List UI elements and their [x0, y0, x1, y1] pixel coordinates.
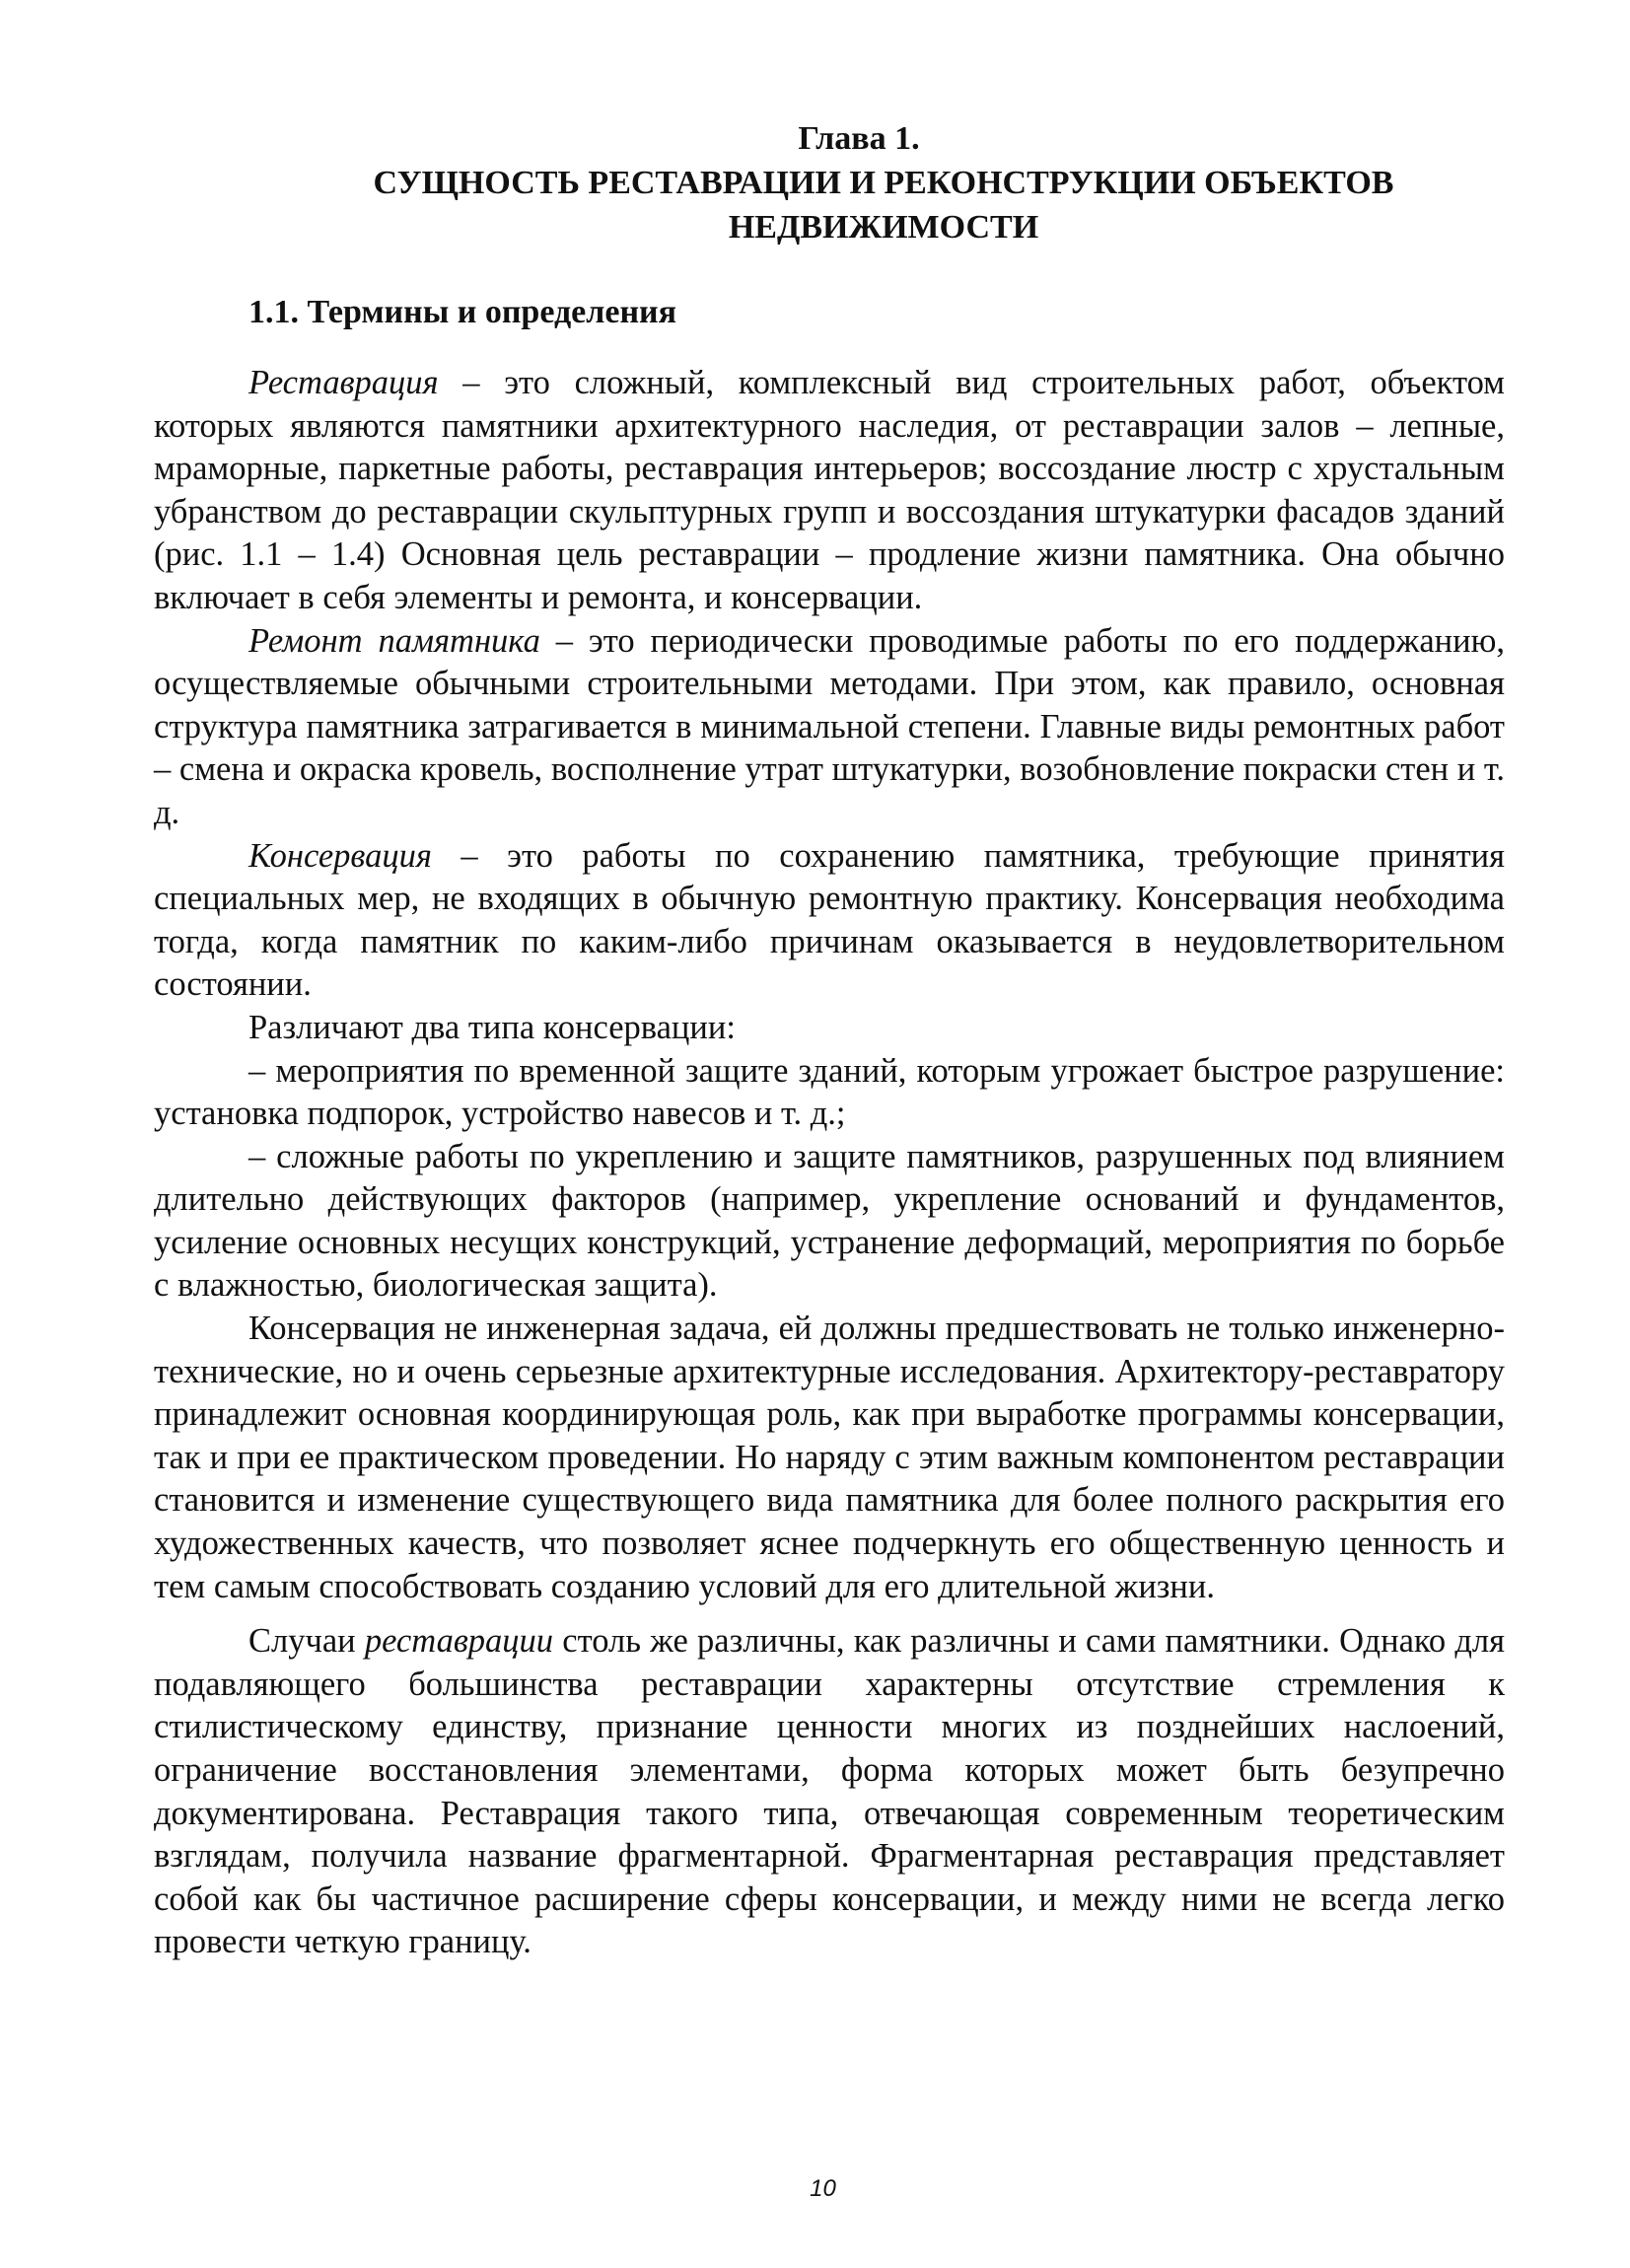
paragraph-text: столь же различны, как различны и сами памятники. Однако для подавляющего большинства реставрации характерны отсутствие стремления к стилистическому единству, признание ценности многих из позднейших наслоений, ограничение восстановления элементами, форма которых может быть безупречно документирована. Реставрация такого типа, отвечающая современным теоретическим взглядам, получила название фрагментарной. Фрагментарная реставрация представляет собой как бы частичное расширение сферы консервации, и между ними не всегда легко провести четкую границу.: [154, 1622, 1505, 1961]
term-repair: Ремонт памятника: [248, 621, 540, 660]
paragraph-text: – это работы по сохранению памятника, требующие принятия специальных мер, не входящих в обычную ремонтную практику. Консервация необходима тогда, когда памятник по каким-либо причинам оказывается в неудовлетворительном состоянии.: [154, 836, 1505, 1004]
body-text: [154, 362, 1505, 1964]
paragraph-restoration: [154, 362, 1505, 620]
term-restoration-cases: реставрации: [364, 1622, 554, 1661]
document-page: [154, 116, 1505, 1964]
paragraph-lead: Случаи: [248, 1622, 365, 1661]
paragraph-conservation: [154, 835, 1505, 1007]
paragraph-text: – это периодически проводимые работы по его поддержанию, осуществляемые обычными строительными методами. При этом, как правило, основная структура памятника затрагивается в минимальной степени. Главные виды ремонтных работ – смена и окраска кровель, восполнение утрат штукатурки, возобновление покраски стен и т. д.: [154, 621, 1505, 831]
list-item-complex-works: – сложные работы по укреплению и защите памятников, разрушенных под влиянием длительно действующих факторов (например, укрепление оснований и фундаментов, усиление основных несущих конструкций, устранение деформаций, мероприятия по борьбе с влажностью, биологическая защита).: [154, 1137, 1505, 1305]
chapter-heading: [154, 116, 1505, 249]
paragraph-text: – это сложный, комплексный вид строительных работ, объектом которых являются памятники архитектурного наследия, от реставрации залов – лепные, мраморные, паркетные работы, реставрация интерьеров; воссоздание люстр с хрустальным убранством до реставрации скульптурных групп и воссоздания штукатурки фасадов зданий (рис. 1.1 – 1.4) Основная цель реставрации – продление жизни памятника. Она обычно включает в себя элементы и ремонта, и консервации.: [154, 364, 1505, 616]
section-title: 1.1. Термины и определения: [248, 294, 677, 330]
page-number: 10: [810, 2175, 836, 2202]
list-item-temporary-protection: – мероприятия по временной защите зданий, которым угрожает быстрое разрушение: установка подпорок, устройство навесов и т. д.;: [154, 1051, 1505, 1133]
paragraph-repair: [154, 620, 1505, 835]
term-conservation: Консервация: [248, 836, 432, 875]
term-restoration: Реставрация: [248, 364, 439, 401]
chapter-title: СУЩНОСТЬ РЕСТАВРАЦИИ И РЕКОНСТРУКЦИИ ОБЪЕКТОВ НЕДВИЖИМОСТИ: [373, 165, 1394, 246]
paragraph-engineering-task: Консервация не инженерная задача, ей должны предшествовать не только инженерно-технические, но и очень серьезные архитектурные исследования. Архитектору-реставратору принадлежит основная координирующая роль, как при выработке программы консервации, так и при ее практическом проведении. Но наряду с этим важным компонентом реставрации становится и изменение существующего вида памятника для более полного раскрытия его художественных качеств, что позволяет яснее подчеркнуть его общественную ценность и тем самым способствовать созданию условий для его длительной жизни.: [154, 1310, 1505, 1605]
paragraph-restoration-cases: [154, 1620, 1505, 1964]
paragraph-conservation-types: Различают два типа консервации:: [248, 1008, 736, 1046]
chapter-number: Глава 1.: [798, 120, 920, 157]
